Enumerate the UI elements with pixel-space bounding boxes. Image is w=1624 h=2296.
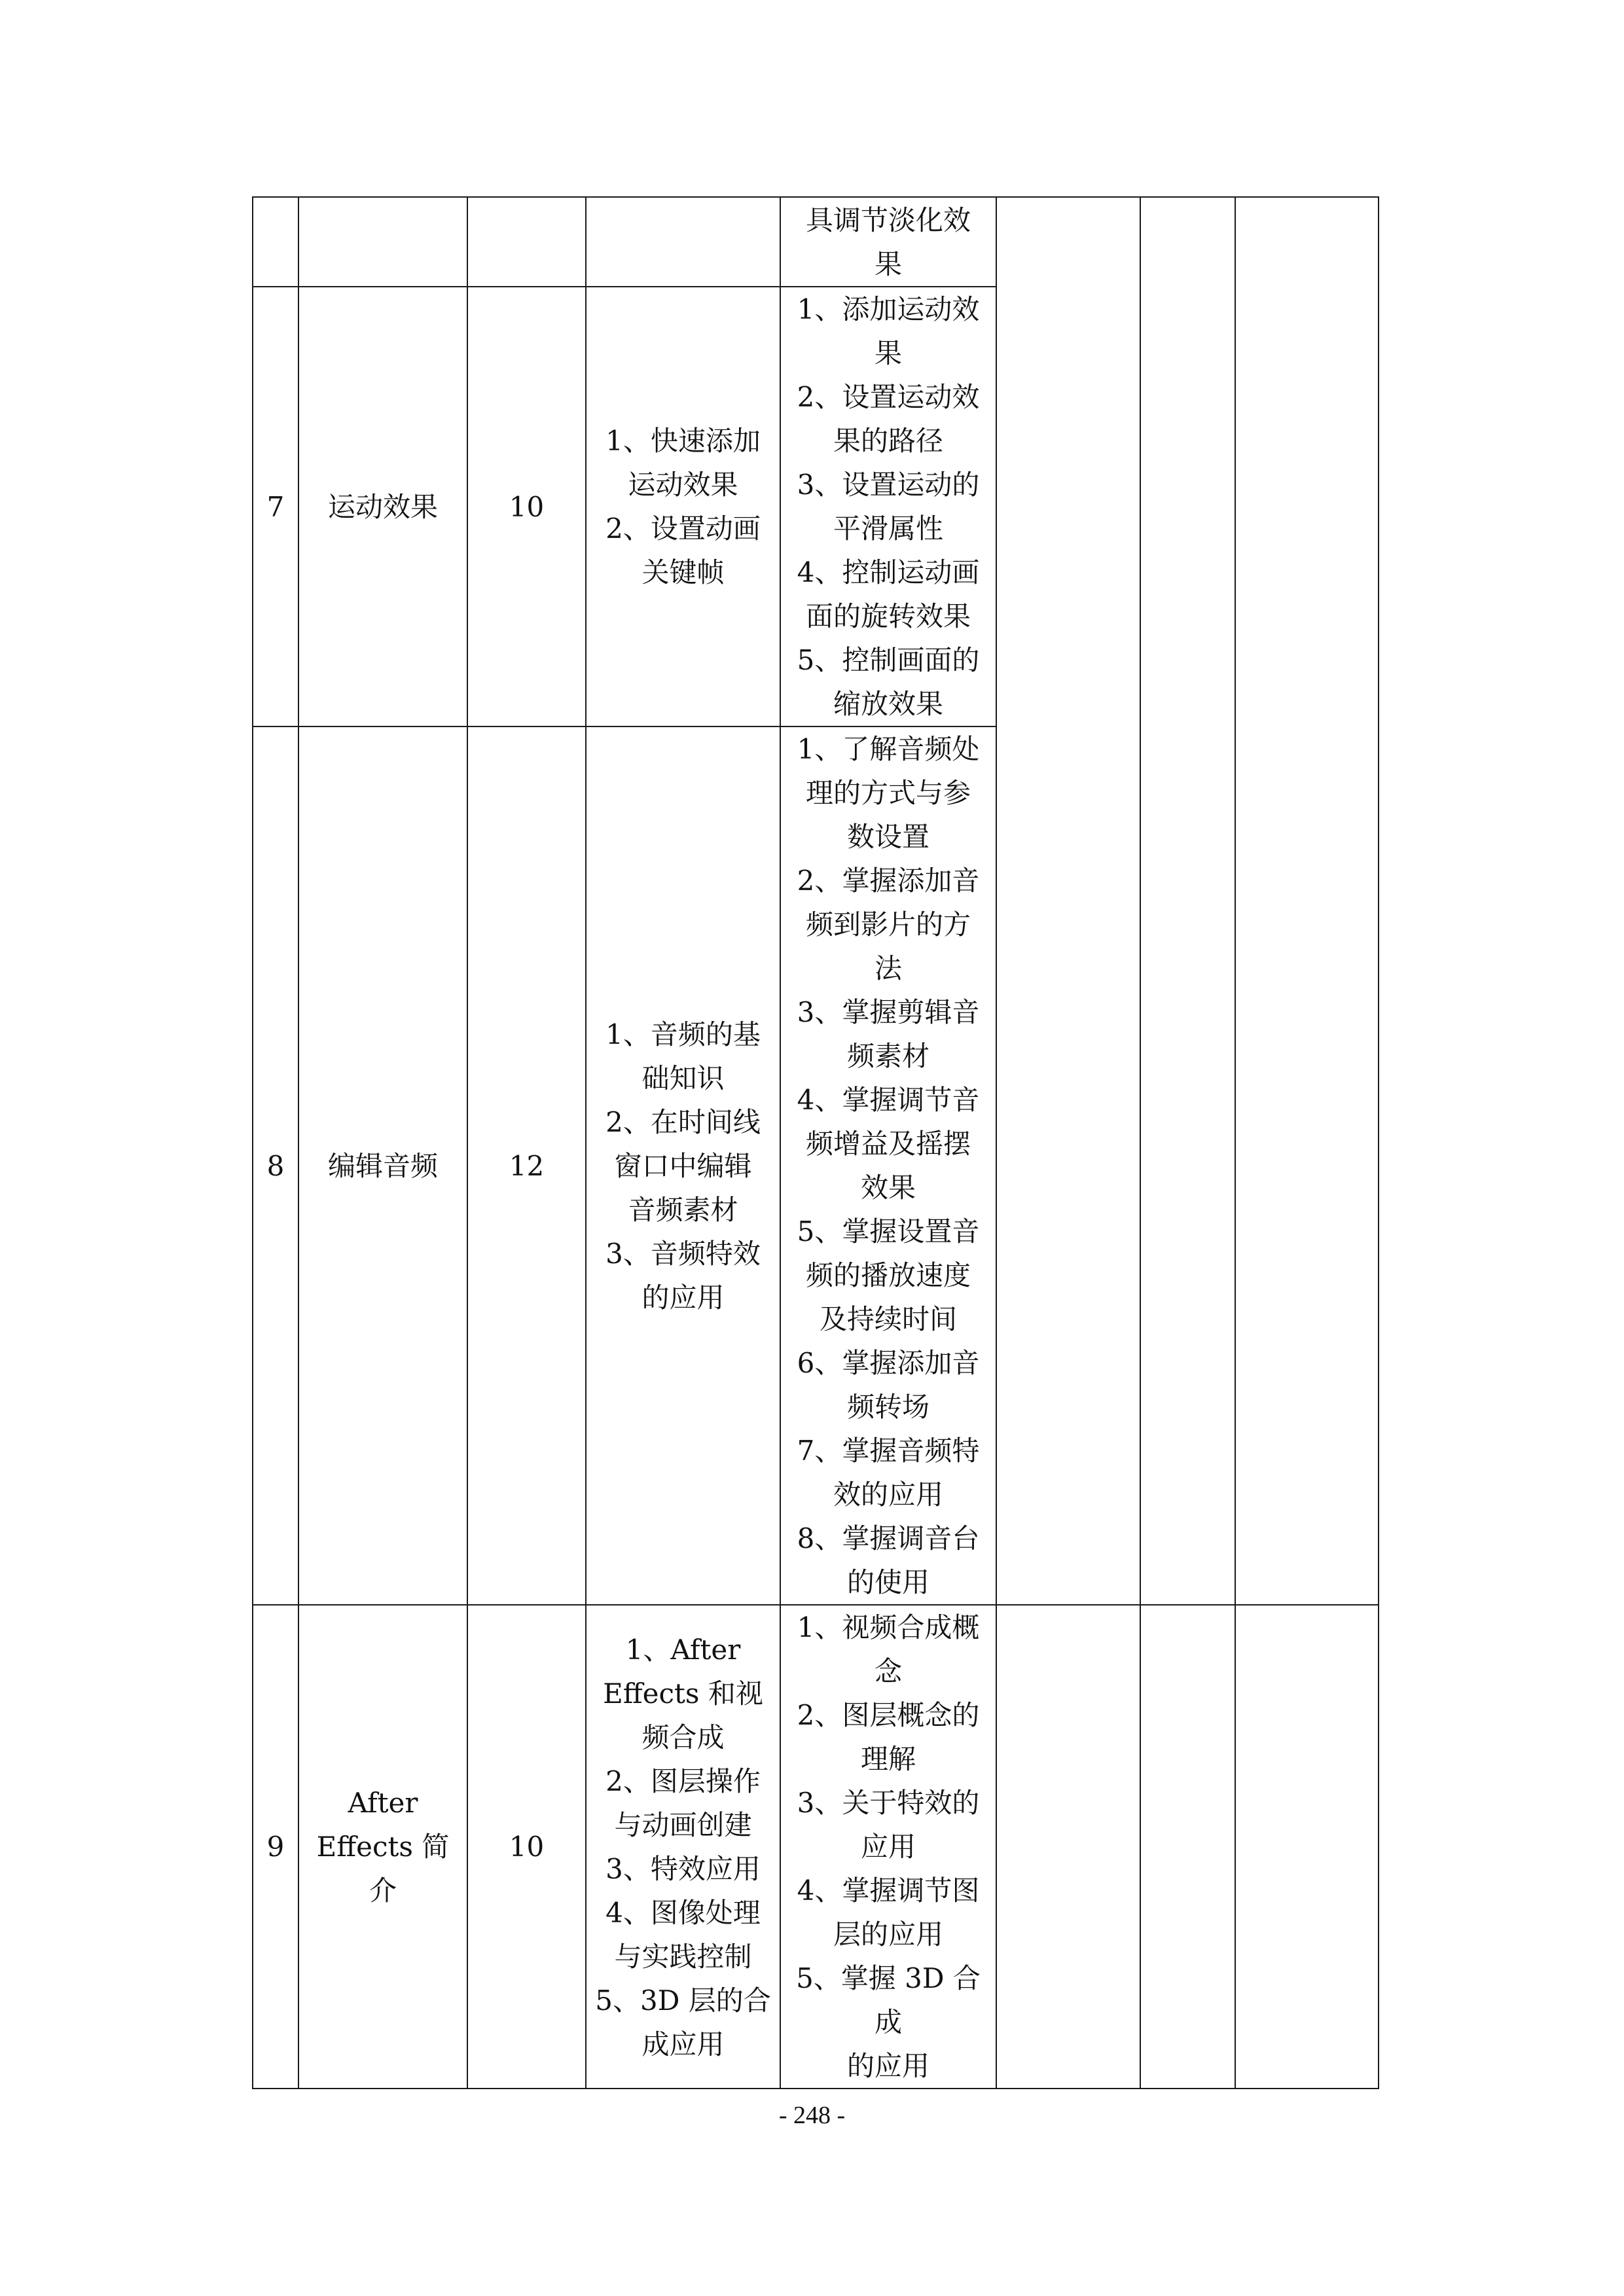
line: 理解: [860, 1743, 916, 1775]
line: 面的旋转效果: [805, 600, 971, 632]
line: Effects 简: [316, 1831, 450, 1863]
line: 5、控制画面的: [797, 644, 980, 676]
line: 介: [369, 1874, 397, 1907]
line: 1、视频合成概: [797, 1611, 980, 1643]
line: 频增益及摇摆: [805, 1128, 971, 1160]
line: 5、掌握 3D 合成: [796, 1962, 981, 2038]
cell-hours: [467, 197, 586, 287]
cell-title: [298, 197, 467, 287]
line: 成应用: [641, 2028, 725, 2060]
line: 的使用: [846, 1566, 929, 1598]
line: 4、控制运动画: [797, 556, 980, 588]
line: 频素材: [846, 1040, 929, 1072]
line: 窗口中编辑: [614, 1149, 752, 1182]
line: 与动画创建: [614, 1808, 752, 1841]
line: 的应用: [641, 1281, 725, 1314]
line: 平滑属性: [833, 512, 943, 545]
cell-title: [298, 1605, 467, 2089]
line: 果: [874, 247, 902, 280]
line: 5、掌握设置音: [797, 1215, 980, 1247]
line: 层的应用: [833, 1918, 943, 1950]
cell-extra-3: [1235, 1605, 1379, 2089]
line: 理的方式与参: [805, 777, 971, 809]
line: 4、掌握调节图: [797, 1874, 980, 1907]
line: 2、设置运动效: [797, 381, 980, 413]
line: 频的播放速度: [805, 1259, 971, 1291]
line: 5、3D 层的合: [595, 1984, 771, 2017]
line: 1、了解音频处: [797, 733, 980, 765]
line: 数设置: [846, 821, 929, 853]
line: Effects 和视: [603, 1677, 763, 1710]
cell-hours: 10: [467, 287, 586, 726]
line: 音频素材: [628, 1193, 738, 1226]
line: 3、设置运动的: [797, 469, 980, 501]
cell-content: [586, 197, 780, 287]
line: 缩放效果: [833, 688, 943, 720]
cell-hours: 12: [467, 726, 586, 1605]
line: 及持续时间: [819, 1303, 957, 1335]
line: 念: [874, 1655, 902, 1687]
line: 2、图层概念的: [797, 1699, 980, 1731]
cell-extra-3: [1235, 197, 1379, 1605]
line: After: [348, 1787, 418, 1819]
cell-extra-1: [996, 197, 1140, 1605]
line: 2、图层操作: [605, 1765, 761, 1797]
line: 具调节淡化效: [805, 204, 971, 236]
cell-no: 8: [253, 726, 298, 1605]
line: 频合成: [641, 1721, 725, 1753]
line: 1、快速添加: [605, 425, 761, 457]
line: 运动效果: [628, 469, 738, 501]
cell-hours: 10: [467, 1605, 586, 2089]
page-number: - 248 -: [778, 2102, 846, 2129]
cell-content: [586, 726, 780, 1605]
cell-no: 9: [253, 1605, 298, 2089]
line: 3、特效应用: [605, 1852, 761, 1885]
cell-title: 编辑音频: [298, 726, 467, 1605]
line: 3、掌握剪辑音: [797, 996, 980, 1028]
line: 效的应用: [833, 1479, 943, 1511]
line: 2、设置动画: [605, 512, 761, 545]
line: 4、掌握调节音: [797, 1084, 980, 1116]
line: 频转场: [846, 1391, 929, 1423]
line: 关键帧: [641, 556, 725, 588]
cell-extra-2: [1140, 197, 1235, 1605]
cell-content: [586, 1605, 780, 2089]
line: 8、掌握调音台: [797, 1522, 980, 1554]
line: 1、添加运动效: [797, 293, 980, 325]
cell-objectives: [780, 197, 996, 287]
cell-title: 运动效果: [298, 287, 467, 726]
line: 的应用: [846, 2050, 929, 2082]
line: 2、掌握添加音: [797, 865, 980, 897]
syllabus-table: [252, 196, 1379, 2089]
line: 4、图像处理: [605, 1896, 761, 1929]
line: 与实践控制: [614, 1940, 752, 1973]
line: 2、在时间线: [605, 1105, 761, 1138]
cell-content: [586, 287, 780, 726]
line: 础知识: [641, 1062, 725, 1094]
cell-objectives: [780, 726, 996, 1605]
line: 果的路径: [833, 425, 943, 457]
line: 3、关于特效的: [797, 1787, 980, 1819]
cell-extra-1: [996, 1605, 1140, 2089]
line: 效果: [860, 1172, 916, 1204]
cell-no: 7: [253, 287, 298, 726]
table-row: [253, 197, 1379, 287]
cell-objectives: [780, 287, 996, 726]
line: 法: [874, 952, 902, 984]
cell-extra-2: [1140, 1605, 1235, 2089]
line: 1、After: [625, 1633, 741, 1666]
line: 7、掌握音频特: [797, 1435, 980, 1467]
line: 果: [874, 337, 902, 369]
line: 1、音频的基: [605, 1018, 761, 1050]
table-row: [253, 1605, 1379, 2089]
cell-objectives: [780, 1605, 996, 2089]
cell-no: [253, 197, 298, 287]
line: 3、音频特效: [605, 1237, 761, 1270]
line: 6、掌握添加音: [797, 1347, 980, 1379]
line: 应用: [860, 1831, 916, 1863]
line: 频到影片的方: [805, 908, 971, 941]
